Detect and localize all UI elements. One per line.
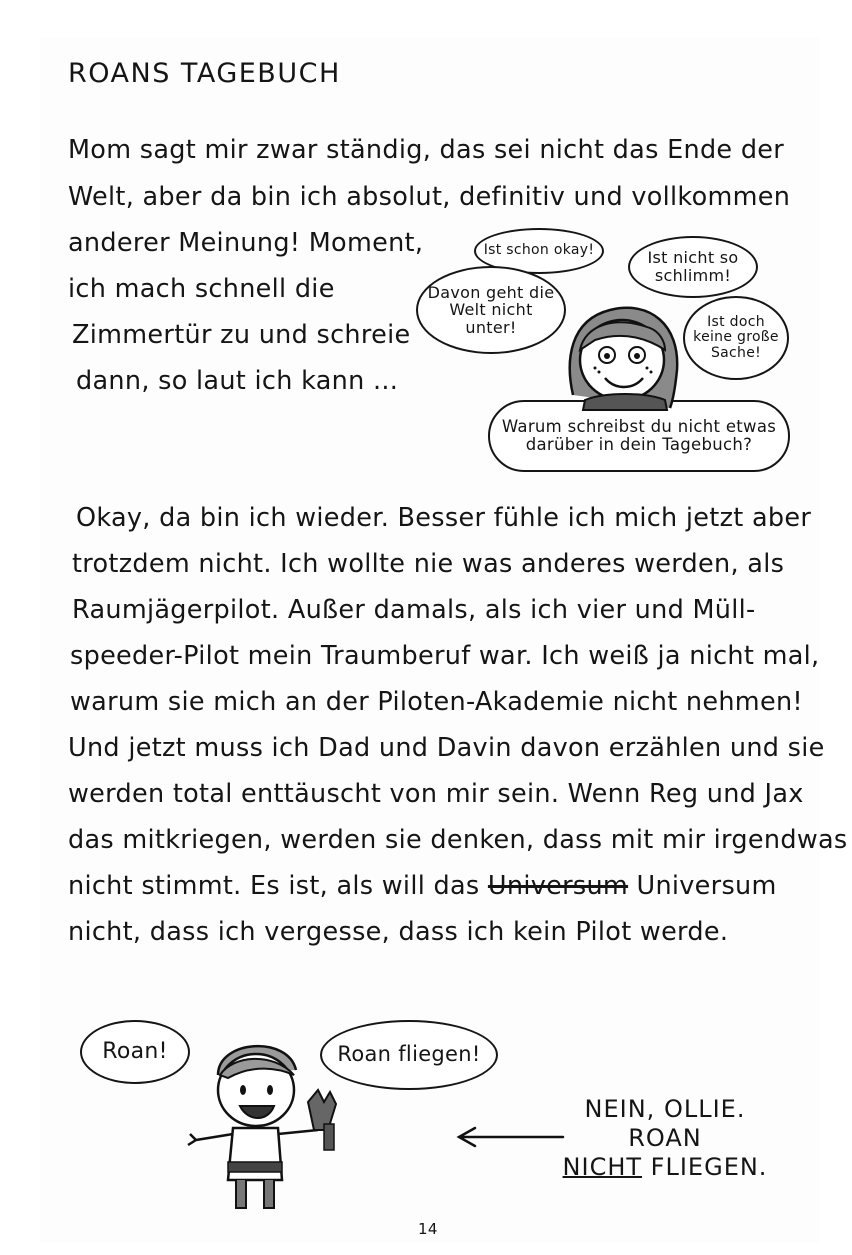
intro-line-4: ich mach schnell die	[68, 274, 335, 304]
intro-line-2: Welt, aber da bin ich absolut, definitiv und vollkommen	[68, 182, 791, 212]
main-line-1: Okay, da bin ich wieder. Besser fühle ich mich jetzt aber	[76, 503, 812, 533]
main-line-4: speeder-Pilot mein Traumberuf war. Ich weiß ja nicht mal,	[70, 641, 820, 671]
main-line-8: das mitkriegen, werden sie denken, dass mit mir irgendwas	[68, 825, 848, 855]
caption-line-3-rest: FLIEGEN.	[642, 1152, 768, 1181]
caption-line-3	[560, 1153, 770, 1182]
main-line-5: warum sie mich an der Piloten-Akademie nicht nehmen!	[70, 687, 803, 717]
page-number: 14	[418, 1220, 438, 1238]
mom-bubble-world: Davon geht die Welt nicht unter!	[416, 266, 566, 354]
mom-illustration	[555, 300, 695, 410]
intro-line-6: dann, so laut ich kann ...	[76, 366, 399, 396]
page-title: ROANS TAGEBUCH	[68, 58, 341, 89]
main-line-2: trotzdem nicht. Ich wollte nie was anderes werden, als	[72, 549, 785, 579]
arrow-icon	[455, 1125, 565, 1149]
ollie-illustration	[178, 1030, 358, 1215]
main-line-7: werden total enttäuscht von mir sein. Wenn Reg und Jax	[68, 779, 804, 809]
intro-line-3: anderer Meinung! Moment,	[68, 228, 424, 258]
main-line-6: Und jetzt muss ich Dad und Davin davon erzählen und sie	[68, 733, 825, 763]
main-line-3: Raumjägerpilot. Außer damals, als ich vier und Müll-	[72, 595, 756, 625]
caption-line-1: NEIN, OLLIE.	[584, 1095, 746, 1123]
caption-line-2: ROAN	[628, 1123, 702, 1152]
caption-underlined-word: NICHT	[562, 1152, 643, 1181]
mom-bubble-diary: Warum schreibst du nicht etwas darüber in dein Tagebuch?	[488, 400, 790, 472]
struck-word: Universum	[487, 871, 629, 901]
ollie-bubble-roan: Roan!	[80, 1020, 190, 1084]
line-9-start: nicht stimmt. Es ist, als will das	[68, 871, 488, 901]
intro-line-1: Mom sagt mir zwar ständig, das sei nicht das Ende der	[68, 135, 785, 165]
mom-bubble-okay: Ist schon okay!	[474, 228, 604, 274]
main-line-10: nicht, dass ich vergesse, dass ich kein Pilot werde.	[68, 917, 729, 947]
ollie-bubble-fly: Roan fliegen!	[320, 1020, 498, 1090]
line-9-end: Universum	[628, 871, 777, 901]
mom-bubble-big-deal: Ist doch keine große Sache!	[683, 296, 789, 380]
main-line-9	[68, 871, 777, 901]
intro-line-5: Zimmertür zu und schreie	[72, 320, 411, 350]
ollie-caption	[560, 1095, 770, 1181]
mom-bubble-not-bad: Ist nicht so schlimm!	[628, 236, 758, 298]
